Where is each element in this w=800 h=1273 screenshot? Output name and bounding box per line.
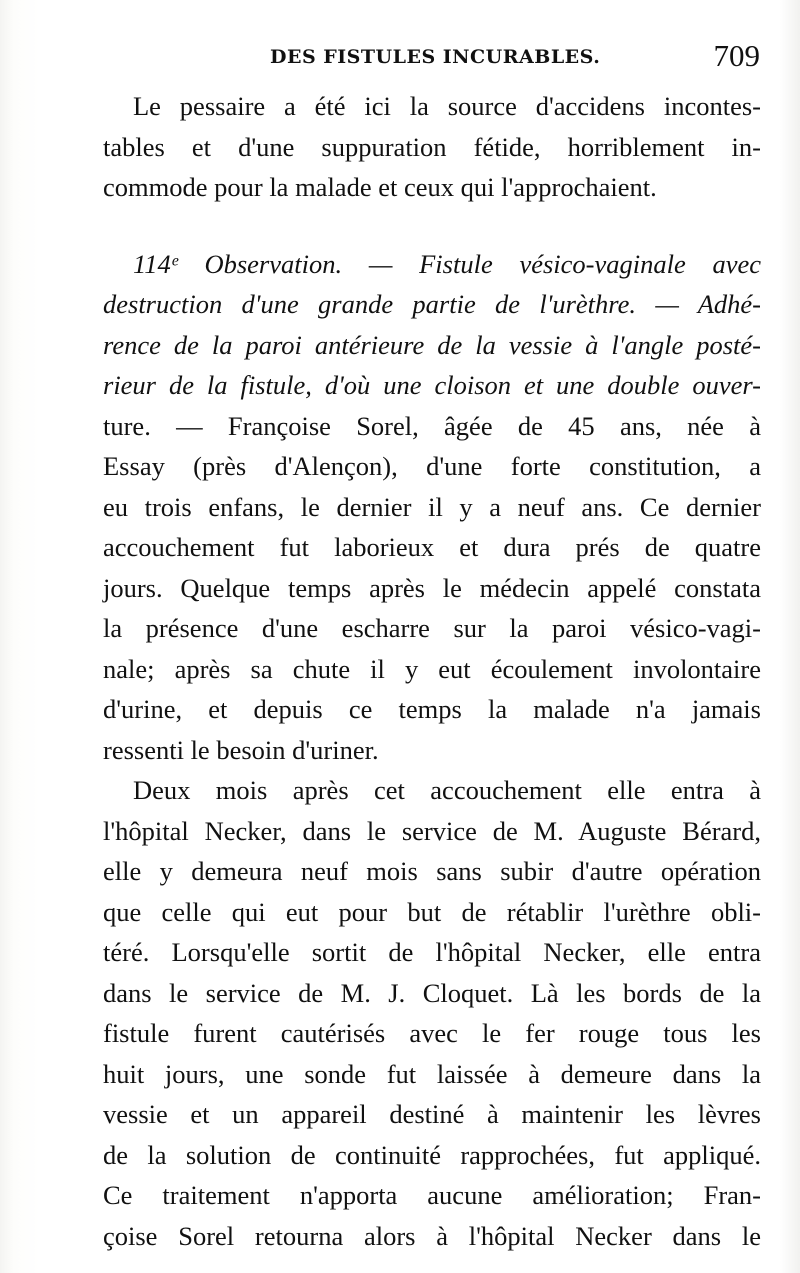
text-line: que celle qui eut pour but de rétablir l'urèthre obli- (103, 896, 761, 927)
text-line: la présence d'une escharre sur la paroi vésico-vagi- (103, 613, 761, 643)
text-line: accouchement fut laborieux et dura prés de quatre (103, 532, 761, 562)
text-line: fistule furent cautérisés avec le fer rouge tous les (103, 1018, 761, 1048)
observation-heading-line: rieur de la fistule, d'où une cloison et une double ouver- (103, 370, 761, 400)
text-line: eu trois enfans, le dernier il y a neuf ans. Ce dernier (103, 491, 761, 522)
text-line: d'urine, et depuis ce temps la malade n'a jamais (103, 694, 761, 724)
text-line: nale; après sa chute il y eut écoulement involontaire (103, 653, 761, 684)
observation-heading-line: 114ᵉ Observation. — Fistule vésico-vaginale avec (133, 248, 761, 279)
paragraph-gap (103, 208, 761, 244)
text-line: elle y demeura neuf mois sans subir d'autre opération (103, 856, 761, 886)
text-line: Ce traitement n'apporta aucune amélioration; Fran- (103, 1180, 761, 1210)
text-line: tables et d'une suppuration fétide, horriblement in- (103, 131, 761, 162)
text-line: ture. — Françoise Sorel, âgée de 45 ans, née à (103, 410, 761, 441)
text-line: Essay (près d'Alençon), d'une forte constitution, a (103, 451, 761, 481)
text-line: jours. Quelque temps après le médecin appelé constata (103, 572, 761, 603)
paragraph-observation-114 (103, 244, 761, 771)
page-header (0, 36, 800, 76)
text-line: l'hôpital Necker, dans le service de M. Auguste Bérard, (103, 815, 761, 846)
text-line: de la solution de continuité rapprochées, fut appliqué. (103, 1139, 761, 1170)
text-line: dans le service de M. J. Cloquet. Là les bords de la (103, 977, 761, 1008)
text-line: ressenti le besoin d'uriner. (103, 734, 379, 765)
text-line: çoise Sorel retourna alors à l'hôpital Necker dans le (103, 1220, 761, 1251)
paragraph-pessaire (103, 86, 761, 208)
observation-heading-line: rence de la paroi antérieure de la vessie à l'angle posté- (103, 329, 761, 360)
text-line: téré. Lorsqu'elle sortit de l'hôpital Necker, elle entra (103, 937, 761, 967)
observation-heading-line: destruction d'une grande partie de l'urèthre. — Adhé- (103, 289, 761, 319)
paragraph-deux-mois (103, 770, 761, 1256)
text-line: huit jours, une sonde fut laissée à demeure dans la (103, 1058, 761, 1089)
text-line: vessie et un appareil destiné à maintenir les lèvres (103, 1099, 761, 1129)
page-number: 709 (713, 38, 760, 73)
text-line: Le pessaire a été ici la source d'accidens incontes- (133, 91, 761, 121)
running-title: DES FISTULES INCURABLES. (270, 46, 601, 68)
text-line: Deux mois après cet accouchement elle entra à (133, 775, 761, 805)
text-line: commode pour la malade et ceux qui l'approchaient. (103, 172, 657, 202)
body-text (103, 86, 761, 1256)
